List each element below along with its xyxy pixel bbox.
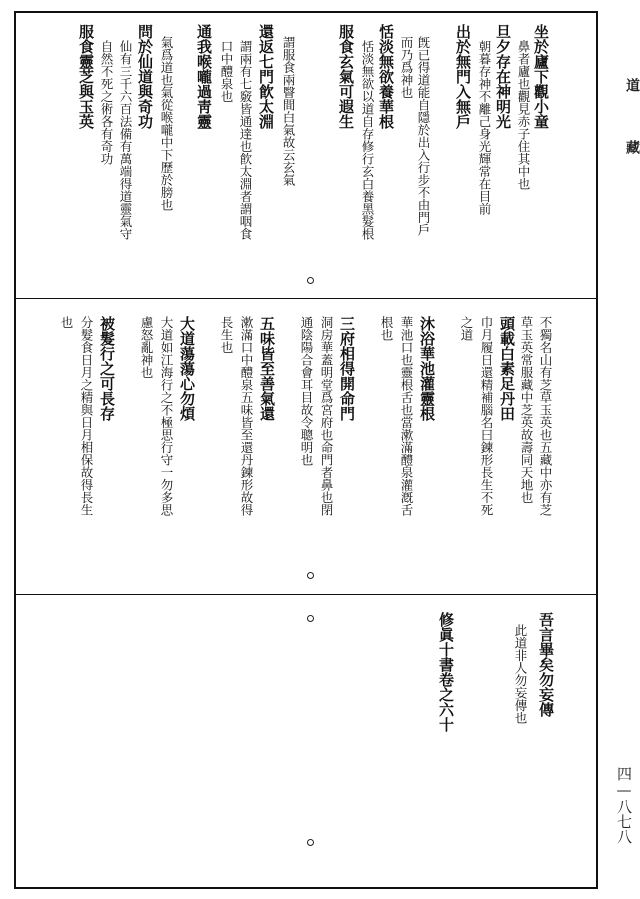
commentary-column: 也 [59,316,74,329]
verse-column: 旦夕存在神明光 [494,24,512,129]
verse-column: 恬淡無欲養華根 [377,24,395,129]
commentary-column: 漱滿口中醴泉五味皆至還丹鍊形故得 [239,316,254,516]
side-label-2: 藏 [624,140,640,154]
commentary-column: 氣爲道也氣從喉嚨中下歷於膀也 [159,36,174,211]
verse-column: 三府相得開命門 [338,316,356,421]
folio-number: 四—八七八 [615,766,633,844]
commentary-column: 此道非人勿妄傳也 [513,624,528,724]
commentary-column: 旣已得道能自隱於出入行步不由門戶 [416,36,431,236]
commentary-column: 而乃爲神也 [399,36,414,99]
commentary-column: 根也 [379,316,394,341]
verse-column: 修眞十書卷之六十 [437,612,455,732]
ring-mark [307,572,314,579]
commentary-column: 謂兩有七竅皆通達也飮太淵者謂咽食 [238,40,253,240]
ring-mark [307,615,314,622]
commentary-column: 不獨名山有芝草玉英也五藏中亦有芝 [538,316,553,516]
verse-column: 沐浴華池灌靈根 [418,316,436,421]
commentary-column: 長生也 [219,316,234,354]
verse-column: 頭載白素足丹田 [498,316,516,421]
commentary-column: 鼻者廬也觀見赤子住其中也 [516,40,531,190]
verse-column: 通我喉嚨過靑靈 [195,24,213,129]
commentary-column: 之道 [459,316,474,341]
verse-column: 五味皆至善氣還 [258,316,276,421]
commentary-column: 慮怒亂神也 [139,316,154,379]
verse-column: 坐於廬下觀小童 [532,24,550,129]
side-label-1: 道 [624,78,640,92]
commentary-column: 華池口也靈根舌也當漱滿醴泉灌漑舌 [399,316,414,516]
commentary-column: 大道如江海行之不極思行守一勿多思 [159,316,174,516]
commentary-column: 分髮食日月之精與日月相保故得長生 [79,316,94,516]
ring-mark [307,839,314,846]
verse-column: 大道蕩蕩心勿煩 [178,316,196,421]
commentary-column: 草玉英常服藏中芝英故壽同天地也 [519,316,534,504]
verse-column: 還返七門飮太淵 [257,24,275,129]
verse-column: 吾言畢矣勿妄傳 [537,612,555,717]
verse-column: 問於仙道與奇功 [136,24,154,129]
verse-column: 服食靈芝與玉英 [77,24,95,129]
commentary-column: 自然不死之術各有奇功 [99,40,114,165]
register-divider-1 [14,298,598,299]
commentary-column: 通陰陽合會耳目故令聰明也 [299,316,314,466]
commentary-column: 洞房華蓋明堂爲宮府也命門者鼻也閉 [319,316,334,516]
register-divider-2 [14,594,598,595]
verse-column: 出於無門入無戶 [454,24,472,129]
commentary-column: 巾月履日還精補腦名曰鍊形長生不死 [479,316,494,516]
commentary-column: 恬淡無欲以道自存修行玄白養黑髮根 [360,40,375,240]
verse-column: 被髮行之可長存 [98,316,116,421]
ring-mark [307,277,314,284]
verse-column: 服食玄氣可遐生 [337,24,355,129]
commentary-column: 口中醴泉也 [219,40,234,103]
commentary-column: 謂服食兩瞖間白氣故云玄氣 [281,36,296,186]
commentary-column: 朝暮存神不離己身光輝常在目前 [477,40,492,215]
commentary-column: 仙有三千六百法備有萬端得道靈氣守 [118,40,133,240]
